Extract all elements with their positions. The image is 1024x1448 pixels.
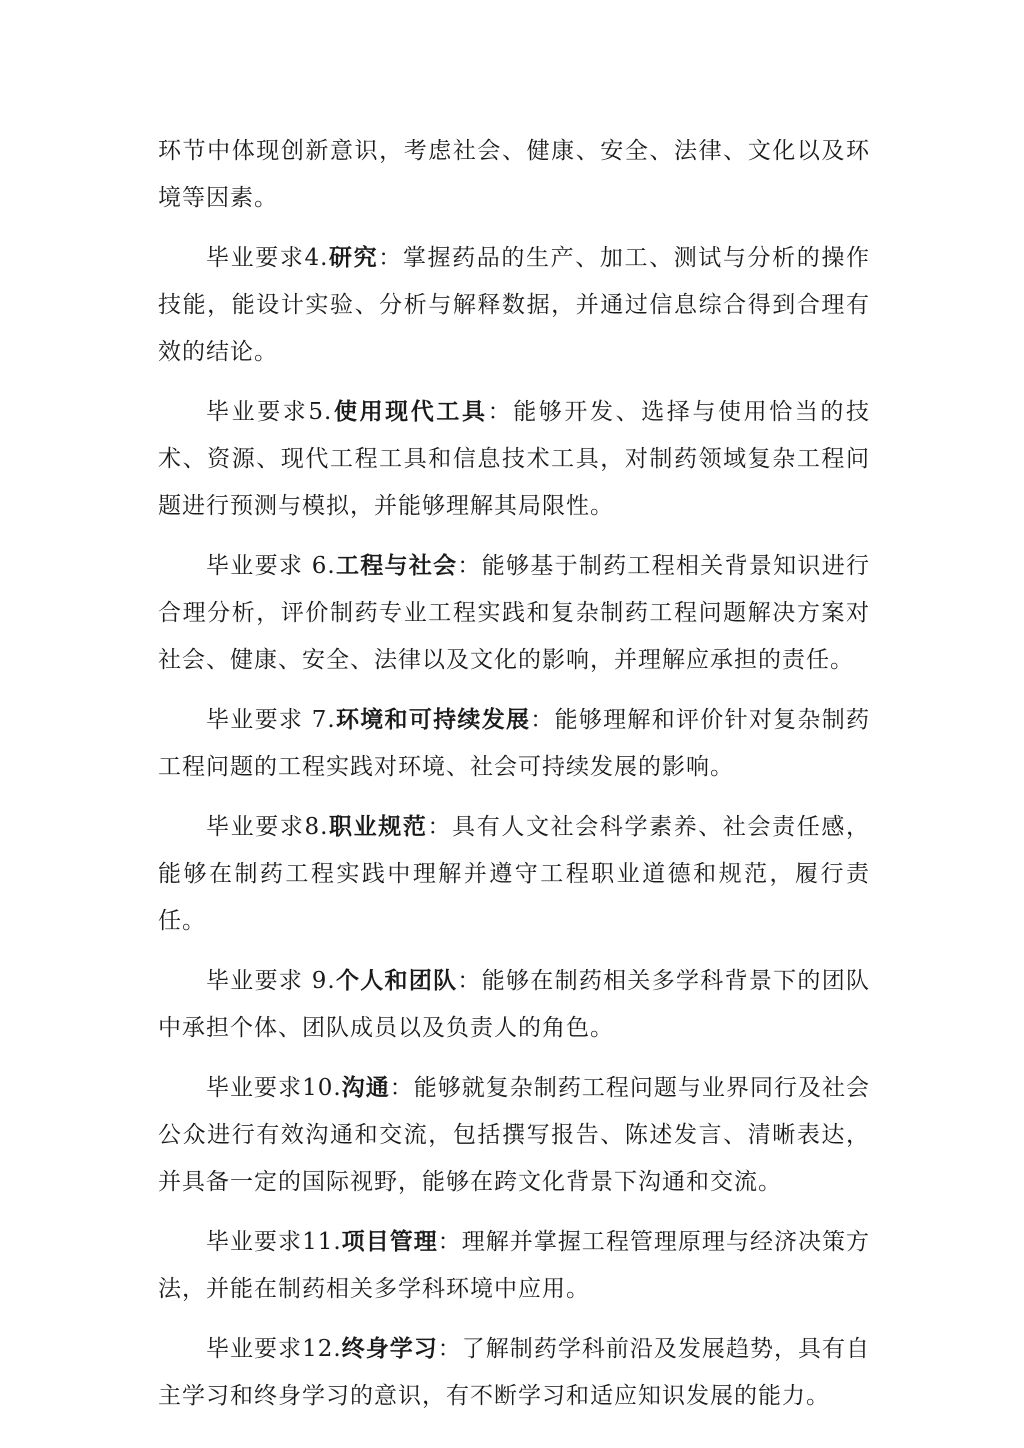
requirement-body: ：能够就复杂制药工程问题与业界同行及社会公众进行有效沟通和交流，包括撰写报告、陈述发言、清晰表达，并具备一定的国际视野，能够在跨文化背景下沟通和交流。 <box>158 1075 871 1195</box>
requirement-paragraph-9 <box>158 957 870 1052</box>
requirement-number: 10. <box>302 1075 342 1101</box>
document-page <box>158 128 870 1432</box>
requirement-lead: 毕业要求 <box>206 399 309 425</box>
requirement-paragraph-8 <box>158 803 870 945</box>
requirement-number: 5. <box>308 399 333 425</box>
requirement-term: 环境和可持续发展 <box>335 706 531 733</box>
requirement-paragraph-4 <box>158 234 870 376</box>
requirement-term: 使用现代工具 <box>332 398 488 425</box>
requirement-lead: 毕业要求 <box>206 968 312 994</box>
requirement-body: ：能够基于制药工程相关背景知识进行合理分析，评价制药专业工程实践和复杂制药工程问题解决方案对社会、健康、安全、法律以及文化的影响，并理解应承担的责任。 <box>158 553 871 673</box>
intro-continuation-paragraph: 环节中体现创新意识，考虑社会、健康、安全、法律、文化以及环境等因素。 <box>158 138 870 211</box>
requirement-lead: 毕业要求 <box>206 553 312 579</box>
requirement-number: 8. <box>304 814 329 840</box>
requirement-term: 职业规范 <box>328 813 428 840</box>
requirement-term: 工程与社会 <box>335 552 458 579</box>
requirement-lead: 毕业要求 <box>206 707 312 733</box>
requirement-paragraph-7 <box>158 696 870 791</box>
requirement-number: 6. <box>311 553 336 579</box>
requirement-body: ：具有人文社会科学素养、社会责任感，能够在制药工程实践中理解并遵守工程职业道德和规范，履行责任。 <box>158 814 871 934</box>
requirement-lead: 毕业要求 <box>206 1336 303 1362</box>
requirement-term: 项目管理 <box>341 1228 438 1255</box>
requirement-body: ：掌握药品的生产、加工、测试与分析的操作技能，能设计实验、分析与解释数据，并通过信息综合得到合理有效的结论。 <box>158 245 871 365</box>
requirement-lead: 毕业要求 <box>206 1075 303 1101</box>
requirement-term: 研究 <box>328 244 379 271</box>
requirement-number: 9. <box>311 968 336 994</box>
requirement-paragraph-5 <box>158 388 870 530</box>
requirement-body: ：能够在制药相关多学科背景下的团队中承担个体、团队成员以及负责人的角色。 <box>158 968 871 1041</box>
requirement-term: 个人和团队 <box>335 967 458 994</box>
requirement-lead: 毕业要求 <box>206 814 305 840</box>
requirement-body: ：理解并掌握工程管理原理与经济决策方法，并能在制药相关多学科环境中应用。 <box>158 1229 871 1302</box>
requirement-number: 11. <box>302 1229 342 1255</box>
requirement-paragraph-6 <box>158 542 870 684</box>
requirement-body: ：能够开发、选择与使用恰当的技术、资源、现代工程工具和信息技术工具，对制药领域复杂工程问题进行预测与模拟，并能够理解其局限性。 <box>158 399 871 519</box>
requirement-term: 终身学习 <box>341 1335 438 1362</box>
requirement-number: 7. <box>311 707 336 733</box>
requirement-paragraph-10 <box>158 1064 870 1206</box>
requirement-lead: 毕业要求 <box>206 1229 303 1255</box>
requirement-body: ：了解制药学科前沿及发展趋势，具有自主学习和终身学习的意识，有不断学习和适应知识发展的能力。 <box>158 1336 871 1409</box>
requirement-term: 沟通 <box>341 1074 390 1101</box>
requirement-paragraph-12 <box>158 1325 870 1420</box>
requirement-paragraph-11 <box>158 1218 870 1313</box>
requirement-body: ：能够理解和评价针对复杂制药工程问题的工程实践对环境、社会可持续发展的影响。 <box>158 707 871 780</box>
requirement-number: 4. <box>304 245 329 271</box>
requirement-lead: 毕业要求 <box>206 245 305 271</box>
requirement-number: 12. <box>302 1336 342 1362</box>
